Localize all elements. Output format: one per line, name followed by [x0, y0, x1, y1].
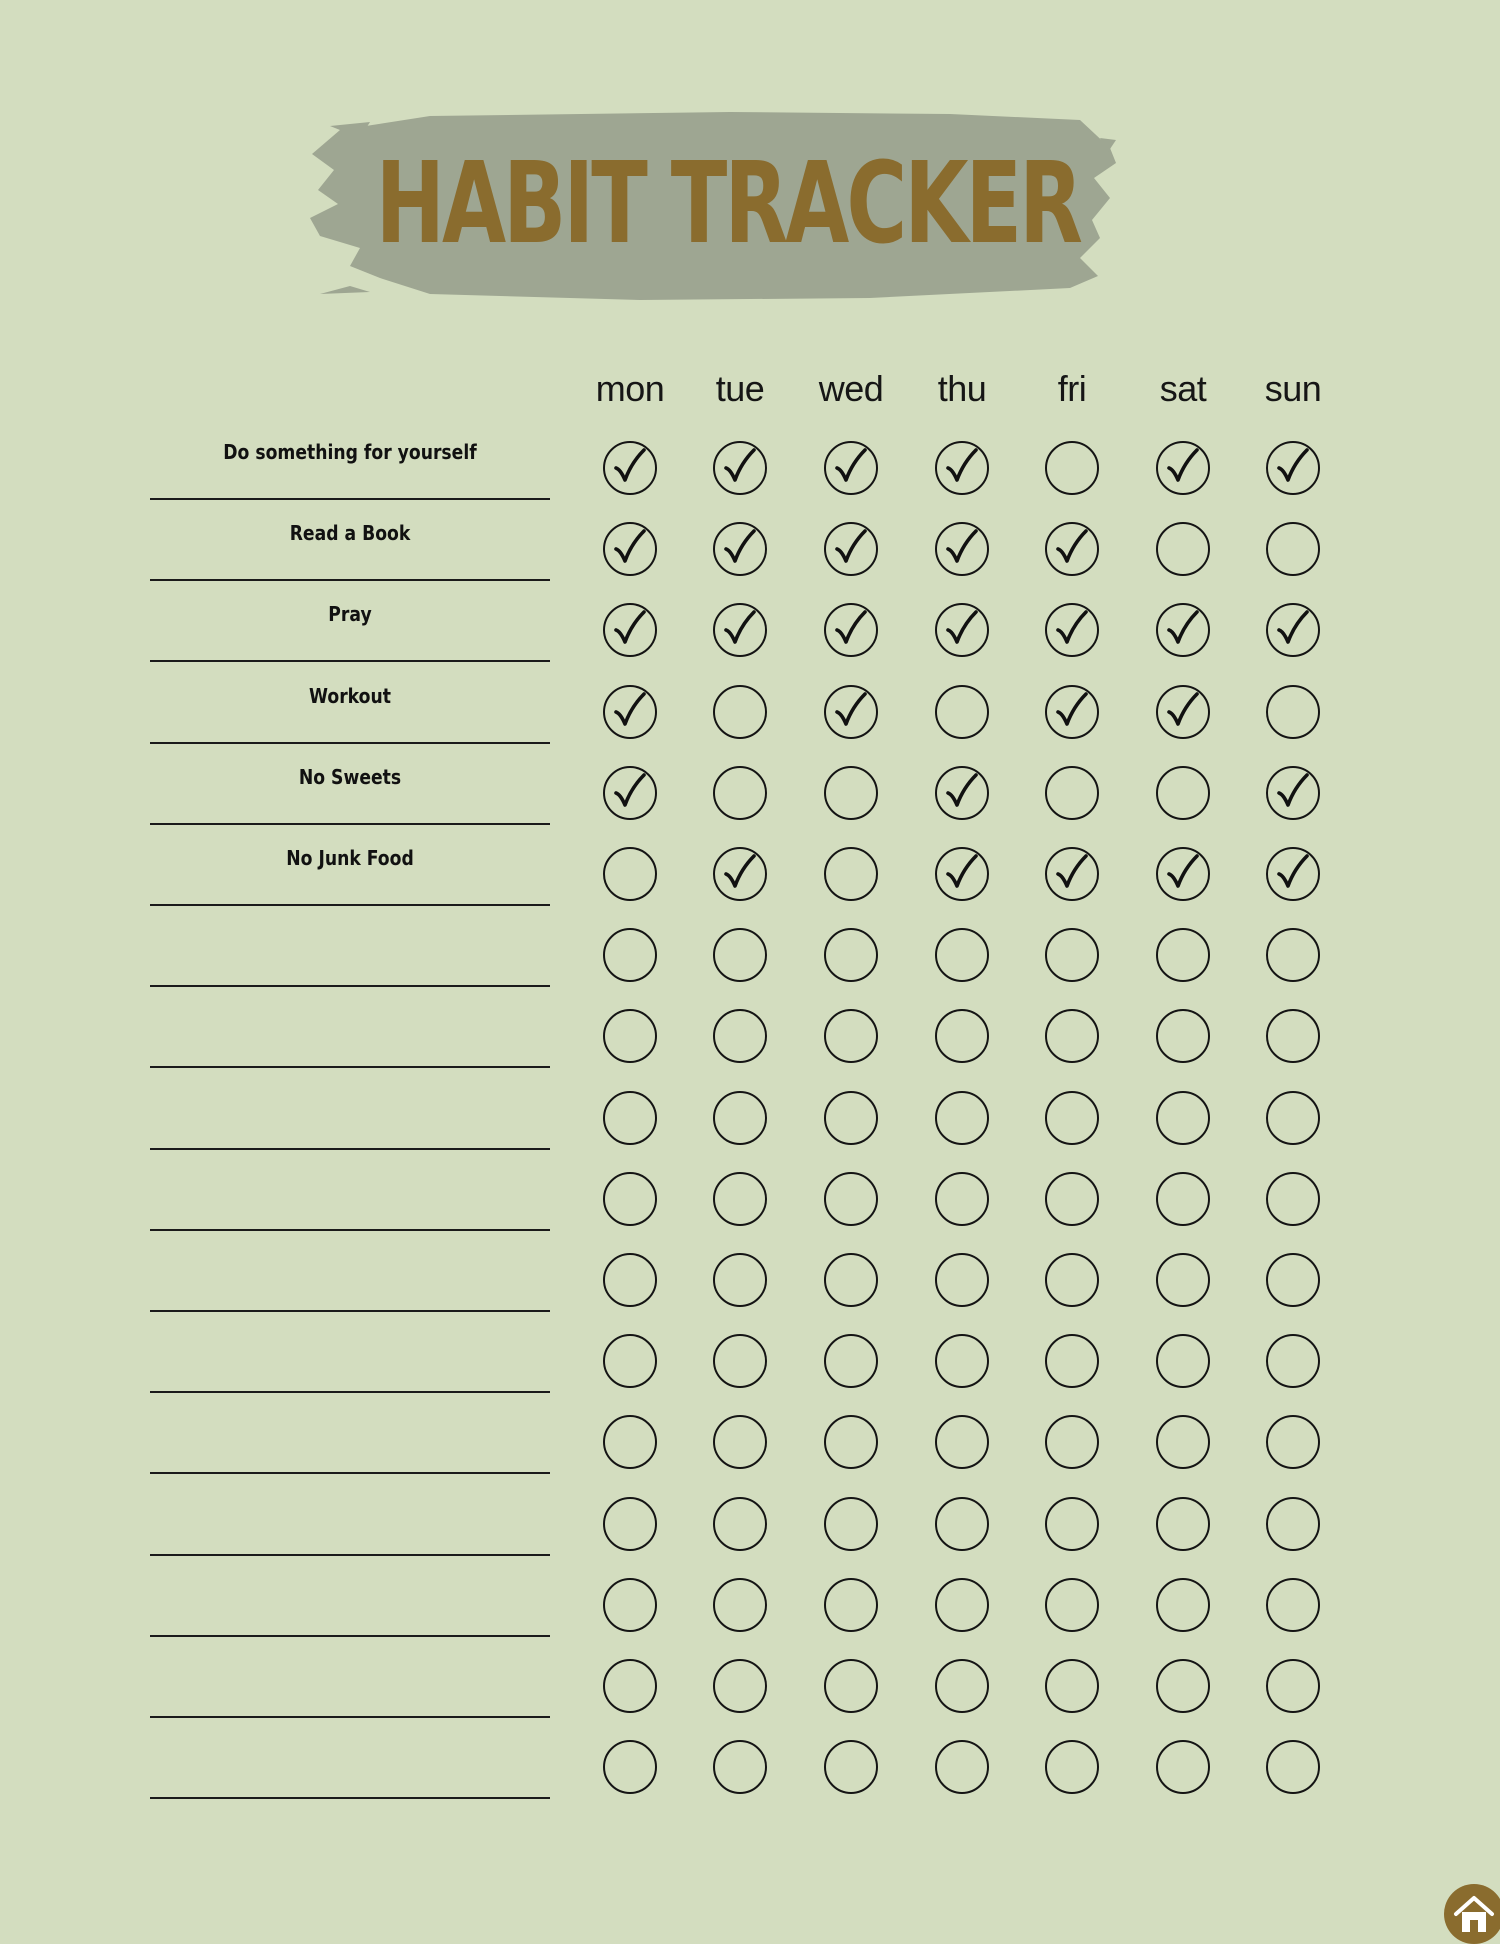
check-circle-sat[interactable]: [1156, 522, 1210, 576]
check-circle-mon[interactable]: [603, 1091, 657, 1145]
checkmark-icon: [832, 449, 870, 487]
checkmark-icon: [943, 774, 981, 812]
check-circle-fri[interactable]: [1045, 1091, 1099, 1145]
check-circle-thu[interactable]: [935, 685, 989, 739]
checkmark-icon: [1164, 449, 1202, 487]
check-circle-mon[interactable]: [603, 1009, 657, 1063]
checkmark-icon: [1164, 693, 1202, 731]
check-circle-sun[interactable]: [1266, 928, 1320, 982]
habit-write-line[interactable]: [150, 1472, 550, 1474]
habit-write-line[interactable]: [150, 823, 550, 825]
check-circle-thu[interactable]: [935, 847, 989, 901]
check-circle-mon[interactable]: [603, 1415, 657, 1469]
habit-write-line[interactable]: [150, 742, 550, 744]
check-circle-wed[interactable]: [824, 1009, 878, 1063]
check-circle-thu[interactable]: [935, 1497, 989, 1551]
check-circle-mon[interactable]: [603, 847, 657, 901]
title-banner: [310, 108, 1116, 300]
check-circle-wed[interactable]: [824, 1172, 878, 1226]
check-circle-sun[interactable]: [1266, 1172, 1320, 1226]
check-circle-sat[interactable]: [1156, 441, 1210, 495]
check-circle-sat[interactable]: [1156, 847, 1210, 901]
check-circle-thu[interactable]: [935, 1578, 989, 1632]
checkmark-icon: [611, 693, 649, 731]
checkmark-icon: [611, 611, 649, 649]
home-icon: [1452, 1892, 1496, 1936]
checkmark-icon: [943, 611, 981, 649]
check-circle-sun[interactable]: [1266, 1659, 1320, 1713]
check-circle-thu[interactable]: [935, 1740, 989, 1794]
check-circle-fri[interactable]: [1045, 685, 1099, 739]
check-circle-sun[interactable]: [1266, 1578, 1320, 1632]
check-circle-sun[interactable]: [1266, 766, 1320, 820]
check-circle-sat[interactable]: [1156, 1172, 1210, 1226]
check-circle-wed[interactable]: [824, 766, 878, 820]
check-circle-sat[interactable]: [1156, 1497, 1210, 1551]
checkmark-icon: [832, 611, 870, 649]
check-circle-fri[interactable]: [1045, 1172, 1099, 1226]
check-circle-mon[interactable]: [603, 1497, 657, 1551]
check-circle-fri[interactable]: [1045, 766, 1099, 820]
checkmark-icon: [1274, 774, 1312, 812]
check-circle-tue[interactable]: [713, 766, 767, 820]
check-circle-wed[interactable]: [824, 1334, 878, 1388]
check-circle-wed[interactable]: [824, 928, 878, 982]
check-circle-mon[interactable]: [603, 1172, 657, 1226]
check-circle-fri[interactable]: [1045, 847, 1099, 901]
check-circle-tue[interactable]: [713, 1740, 767, 1794]
check-circle-fri[interactable]: [1045, 1009, 1099, 1063]
check-circle-wed[interactable]: [824, 1253, 878, 1307]
check-circle-sun[interactable]: [1266, 1091, 1320, 1145]
checkmark-icon: [943, 855, 981, 893]
checkmark-icon: [1274, 855, 1312, 893]
check-circle-wed[interactable]: [824, 685, 878, 739]
habit-write-line[interactable]: [150, 904, 550, 906]
check-circle-tue[interactable]: [713, 1659, 767, 1713]
check-circle-fri[interactable]: [1045, 1253, 1099, 1307]
check-circle-thu[interactable]: [935, 1172, 989, 1226]
check-circle-tue[interactable]: [713, 685, 767, 739]
check-circle-sun[interactable]: [1266, 1497, 1320, 1551]
page-title: HABIT TRACKER: [375, 139, 1081, 269]
check-circle-sat[interactable]: [1156, 766, 1210, 820]
habit-write-line[interactable]: [150, 579, 550, 581]
check-circle-sat[interactable]: [1156, 1659, 1210, 1713]
habit-label: [178, 1090, 522, 1130]
habit-write-line[interactable]: [150, 1554, 550, 1556]
check-circle-tue[interactable]: [713, 1172, 767, 1226]
check-circle-tue[interactable]: [713, 1578, 767, 1632]
day-header-sat: sat: [1159, 368, 1207, 409]
check-circle-tue[interactable]: [713, 1334, 767, 1388]
habit-write-line[interactable]: [150, 1797, 550, 1799]
check-circle-sat[interactable]: [1156, 928, 1210, 982]
check-circle-mon[interactable]: [603, 441, 657, 495]
check-circle-sun[interactable]: [1266, 1740, 1320, 1794]
habit-label: [178, 1658, 522, 1698]
check-circle-sat[interactable]: [1156, 1091, 1210, 1145]
check-circle-sun[interactable]: [1266, 1253, 1320, 1307]
checkmark-icon: [1274, 449, 1312, 487]
check-circle-thu[interactable]: [935, 1659, 989, 1713]
check-circle-tue[interactable]: [713, 1415, 767, 1469]
habit-label: [178, 1333, 522, 1373]
checkmark-icon: [1164, 611, 1202, 649]
day-header-tue: tue: [715, 368, 765, 409]
check-circle-fri[interactable]: [1045, 1578, 1099, 1632]
home-button[interactable]: [1444, 1884, 1500, 1944]
check-circle-sun[interactable]: [1266, 1009, 1320, 1063]
checkmark-icon: [1274, 611, 1312, 649]
check-circle-thu[interactable]: [935, 928, 989, 982]
habit-write-line[interactable]: [150, 1066, 550, 1068]
checkmark-icon: [1053, 530, 1091, 568]
check-circle-fri[interactable]: [1045, 1497, 1099, 1551]
checkmark-icon: [1053, 855, 1091, 893]
check-circle-thu[interactable]: [935, 603, 989, 657]
check-circle-sun[interactable]: [1266, 685, 1320, 739]
checkmark-icon: [1164, 855, 1202, 893]
check-circle-mon[interactable]: [603, 766, 657, 820]
checkmark-icon: [611, 449, 649, 487]
checkmark-icon: [943, 449, 981, 487]
checkmark-icon: [721, 855, 759, 893]
checkmark-icon: [1053, 693, 1091, 731]
check-circle-wed[interactable]: [824, 1578, 878, 1632]
check-circle-sat[interactable]: [1156, 685, 1210, 739]
check-circle-thu[interactable]: [935, 522, 989, 576]
habit-write-line[interactable]: [150, 1310, 550, 1312]
check-circle-sat[interactable]: [1156, 603, 1210, 657]
check-circle-thu[interactable]: [935, 1253, 989, 1307]
check-circle-sat[interactable]: [1156, 1253, 1210, 1307]
check-circle-mon[interactable]: [603, 522, 657, 576]
check-circle-tue[interactable]: [713, 603, 767, 657]
habit-label: [178, 1008, 522, 1048]
check-circle-mon[interactable]: [603, 1578, 657, 1632]
habit-write-line[interactable]: [150, 1391, 550, 1393]
habit-write-line[interactable]: [150, 1716, 550, 1718]
habit-label: Workout: [309, 683, 391, 708]
day-header-wed: wed: [818, 368, 884, 409]
check-circle-sun[interactable]: [1266, 522, 1320, 576]
check-circle-sat[interactable]: [1156, 1740, 1210, 1794]
checkmark-icon: [1053, 611, 1091, 649]
checkmark-icon: [611, 530, 649, 568]
checkmark-icon: [721, 611, 759, 649]
check-circle-wed[interactable]: [824, 1740, 878, 1794]
check-circle-thu[interactable]: [935, 1334, 989, 1388]
habit-label: [178, 1739, 522, 1779]
check-circle-mon[interactable]: [603, 685, 657, 739]
habit-label: Pray: [328, 602, 372, 627]
checkmark-icon: [721, 530, 759, 568]
check-circle-mon[interactable]: [603, 1334, 657, 1388]
check-circle-sun[interactable]: [1266, 1334, 1320, 1388]
check-circle-wed[interactable]: [824, 441, 878, 495]
check-circle-fri[interactable]: [1045, 1740, 1099, 1794]
habit-label: [178, 1577, 522, 1617]
check-circle-fri[interactable]: [1045, 928, 1099, 982]
check-circle-sun[interactable]: [1266, 603, 1320, 657]
check-circle-sun[interactable]: [1266, 1415, 1320, 1469]
habit-label: Do something for yourself: [223, 440, 477, 464]
checkmark-icon: [943, 530, 981, 568]
checkmark-icon: [832, 530, 870, 568]
habit-label: [178, 1171, 522, 1211]
check-circle-mon[interactable]: [603, 1659, 657, 1713]
check-circle-fri[interactable]: [1045, 441, 1099, 495]
check-circle-sun[interactable]: [1266, 847, 1320, 901]
check-circle-sat[interactable]: [1156, 1009, 1210, 1063]
day-header-thu: thu: [937, 368, 987, 409]
day-header-mon: mon: [595, 368, 665, 409]
check-circle-mon[interactable]: [603, 928, 657, 982]
check-circle-wed[interactable]: [824, 1659, 878, 1713]
check-circle-fri[interactable]: [1045, 1415, 1099, 1469]
check-circle-tue[interactable]: [713, 522, 767, 576]
habit-label: [178, 927, 522, 967]
check-circle-tue[interactable]: [713, 1497, 767, 1551]
check-circle-thu[interactable]: [935, 1091, 989, 1145]
habit-label: [178, 1414, 522, 1454]
check-circle-fri[interactable]: [1045, 1334, 1099, 1388]
habit-label: [178, 1496, 522, 1536]
check-circle-fri[interactable]: [1045, 522, 1099, 576]
day-header-fri: fri: [1057, 368, 1087, 409]
check-circle-sat[interactable]: [1156, 1334, 1210, 1388]
check-circle-mon[interactable]: [603, 1740, 657, 1794]
check-circle-fri[interactable]: [1045, 603, 1099, 657]
check-circle-tue[interactable]: [713, 441, 767, 495]
habit-write-line[interactable]: [150, 660, 550, 662]
check-circle-sun[interactable]: [1266, 441, 1320, 495]
check-circle-wed[interactable]: [824, 603, 878, 657]
check-circle-wed[interactable]: [824, 1497, 878, 1551]
check-circle-wed[interactable]: [824, 847, 878, 901]
check-circle-thu[interactable]: [935, 766, 989, 820]
habit-write-line[interactable]: [150, 1229, 550, 1231]
habit-write-line[interactable]: [150, 1148, 550, 1150]
habit-label: No Junk Food: [286, 846, 414, 870]
habit-label: [178, 1252, 522, 1292]
check-circle-tue[interactable]: [713, 1009, 767, 1063]
habit-write-line[interactable]: [150, 1635, 550, 1637]
check-circle-tue[interactable]: [713, 928, 767, 982]
check-circle-tue[interactable]: [713, 1253, 767, 1307]
check-circle-thu[interactable]: [935, 1009, 989, 1063]
checkmark-icon: [832, 693, 870, 731]
check-circle-sat[interactable]: [1156, 1578, 1210, 1632]
check-circle-wed[interactable]: [824, 1415, 878, 1469]
check-circle-tue[interactable]: [713, 1091, 767, 1145]
habit-label: No Sweets: [298, 764, 402, 789]
check-circle-fri[interactable]: [1045, 1659, 1099, 1713]
checkmark-icon: [721, 449, 759, 487]
checkmark-icon: [611, 774, 649, 812]
check-circle-mon[interactable]: [603, 603, 657, 657]
day-header-sun: sun: [1264, 368, 1322, 409]
check-circle-sat[interactable]: [1156, 1415, 1210, 1469]
check-circle-tue[interactable]: [713, 847, 767, 901]
check-circle-thu[interactable]: [935, 1415, 989, 1469]
check-circle-wed[interactable]: [824, 522, 878, 576]
habit-label: Read a Book: [289, 521, 411, 546]
check-circle-wed[interactable]: [824, 1091, 878, 1145]
check-circle-mon[interactable]: [603, 1253, 657, 1307]
habit-write-line[interactable]: [150, 985, 550, 987]
check-circle-thu[interactable]: [935, 441, 989, 495]
habit-write-line[interactable]: [150, 498, 550, 500]
